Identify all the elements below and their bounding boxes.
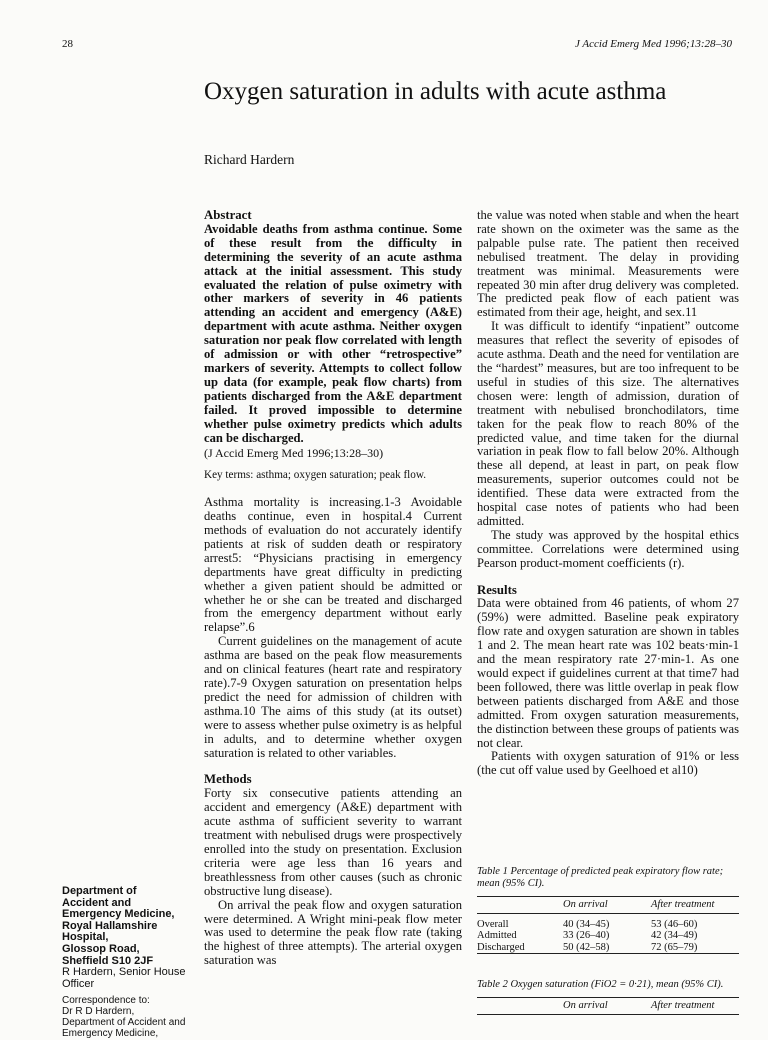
table-2-caption: Table 2 Oxygen saturation (FiO2 = 0·21), mean (95% CI). (477, 979, 724, 990)
right-column (477, 209, 739, 778)
table-row (477, 942, 739, 954)
abstract-citation: (J Accid Emerg Med 1996;13:28–30) (204, 446, 384, 461)
affiliation-line: Accident and (62, 896, 132, 909)
table-cell: 50 (42–58) (563, 941, 610, 953)
affiliation-line: Department of (62, 885, 137, 897)
correspondence-line: Department of Accident and (62, 1016, 186, 1028)
methods-heading: Methods (204, 772, 252, 787)
table-row (477, 919, 739, 931)
author-affiliation (62, 886, 200, 1040)
table-1 (477, 866, 739, 954)
correspondence-line: Correspondence to: (62, 995, 150, 1007)
correspondence-line: Emergency Medicine, (62, 1027, 159, 1039)
affiliation-line: Hospital, (62, 931, 109, 944)
table-cell: Overall (477, 918, 509, 930)
table-cell: 40 (34–45) (563, 918, 610, 930)
affiliation-line: R Hardern, Senior House (62, 966, 186, 979)
page-number: 28 (62, 38, 73, 50)
left-column (204, 209, 462, 968)
table-row (477, 930, 739, 942)
results-paragraph-2: Patients with oxygen saturation of 91% or less (the cut off value used by Geelhoed et al10) (477, 749, 739, 778)
intro-paragraph-2: Current guidelines on the management of acute asthma are based on the peak flow measurements and on clinical features (heart rate and respiratory rate).7-9 Oxygen saturation on presentation helps predict the need for admission of children with asthma.10 The aims of this study (at its outset) were to assess whether pulse oximetry is as helpful in adults, and to determine whether oxygen saturation is related to other variables. (204, 634, 462, 760)
table-1-header-cell: After treatment (651, 899, 715, 910)
article-title: Oxygen saturation in adults with acute asthma (204, 78, 667, 105)
table-2-header-cell: After treatment (651, 1000, 715, 1011)
table-2-header-cell: On arrival (563, 1000, 608, 1011)
affiliation-line: Emergency Medicine, (62, 908, 175, 921)
affiliation-line: Glossop Road, (62, 942, 140, 955)
results-paragraph-1: Data were obtained from 46 patients, of whom 27 (59%) were admitted. Baseline peak expiratory flow rate and oxygen saturation are shown in tables 1 and 2. The mean heart rate was 102 beats·min-1 and the mean respiratory rate 27·min-1. As one would expect if guidelines current at that time7 had been followed, there was little overlap in peak flow between patients discharged from A&E and those admitted. From oxygen saturation measurements, the distinction between these groups of patients was not clear. (477, 596, 739, 750)
abstract-body: Avoidable deaths from asthma continue. Some of these result from the difficulty in determining the severity of an acute asthma attack at the initial assessment. This study evaluated the relation of pulse oximetry with other markers of severity in 46 patients attending an accident and emergency (A&E) department with acute asthma. Neither oxygen saturation nor peak flow correlated with length of admission or with other “retrospective” markers of severity. Attempts to collect follow up data (for example, peak flow charts) from patients discharged from the A&E department failed. It proved impossible to determine whether pulse oximetry predicts which adults can be discharged. (204, 221, 462, 445)
journal-reference: J Accid Emerg Med 1996;13:28–30 (575, 38, 733, 50)
correspondence-line: Dr R D Hardern, (62, 1006, 135, 1018)
table-2 (477, 979, 739, 1015)
table-1-grid (477, 896, 739, 954)
table-2-header-cell (477, 998, 563, 1015)
table-cell: 53 (46–60) (651, 918, 698, 930)
table-cell: Discharged (477, 941, 525, 953)
methods-paragraph-4: It was difficult to identify “inpatient” outcome measures that reflect the severity of episodes of acute asthma. Death and the need for ventilation are the “hardest” measures, but are too infrequent to be useful in studies of this size. The alternatives chosen were: length of admission, duration of treatment with nebulised bronchodilators, time taken for the peak flow to reach 80% of the predicted value, and time taken for the diurnal variation in peak flow to fall below 20%. Although these all depend, at least in part, on peak flow measurements, superior outcomes could not be identified. These data were extracted from the hospital case notes of patients who had been admitted. (477, 319, 739, 528)
affiliation-line: Sheffield S10 2JF (62, 954, 154, 967)
methods-paragraph-2: On arrival the peak flow and oxygen saturation were determined. A Wright mini-peak flow meter was used to determine the peak flow rate (taking the highest of three attempts). The arterial oxygen saturation was (204, 897, 462, 968)
key-terms: Key terms: asthma; oxygen saturation; peak flow. (204, 469, 427, 482)
table-cell: Admitted (477, 930, 517, 941)
methods-paragraph-3: the value was noted when stable and when the heart rate shown on the oximeter was the same as the palpable pulse rate. The patient then received nebulised treatment. The delay in providing treatment was minimal. Measurements were repeated 30 min after drug delivery was completed. The predicted peak flow of each patient was estimated from their age, height, and sex.11 (477, 208, 739, 320)
affiliation-line: Officer (62, 977, 95, 990)
table-cell: 42 (34–49) (651, 930, 698, 941)
abstract-heading: Abstract (204, 208, 252, 222)
correspondence (62, 996, 200, 1039)
affiliation-line: Royal Hallamshire (62, 919, 158, 932)
table-cell: 33 (26–40) (563, 930, 610, 941)
results-heading: Results (477, 582, 517, 597)
table-1-header-cell: On arrival (563, 899, 608, 910)
methods-paragraph-5: The study was approved by the hospital ethics committee. Correlations were determined using Pearson product-moment coefficients (r). (477, 527, 739, 570)
table-2-grid (477, 997, 739, 1015)
intro-paragraph-1: Asthma mortality is increasing.1-3 Avoidable deaths continue, even in hospital.4 Current methods of evaluation do not accurately identify patients at risk of sudden death or respiratory arrest5: “Physicians practising in emergency departments have great difficulty in predicting whether a given patient should be admitted or whether he or she can be treated and discharged from the emergency department without early relapse”.6 (204, 495, 462, 635)
author-name: Richard Hardern (204, 152, 295, 167)
methods-paragraph-1: Forty six consecutive patients attending an accident and emergency (A&E) department with acute asthma of sufficient severity to warrant treatment with nebulised drugs were prospectively enrolled into the study on presentation. Exclusion criteria were age less than 16 years and breathlessness from other causes (such as chronic obstructive lung disease). (204, 786, 462, 898)
table-1-caption: Table 1 Percentage of predicted peak expiratory flow rate; mean (95% CI). (477, 866, 724, 889)
table-cell: 72 (65–79) (651, 941, 698, 953)
table-1-header-cell (477, 897, 563, 914)
